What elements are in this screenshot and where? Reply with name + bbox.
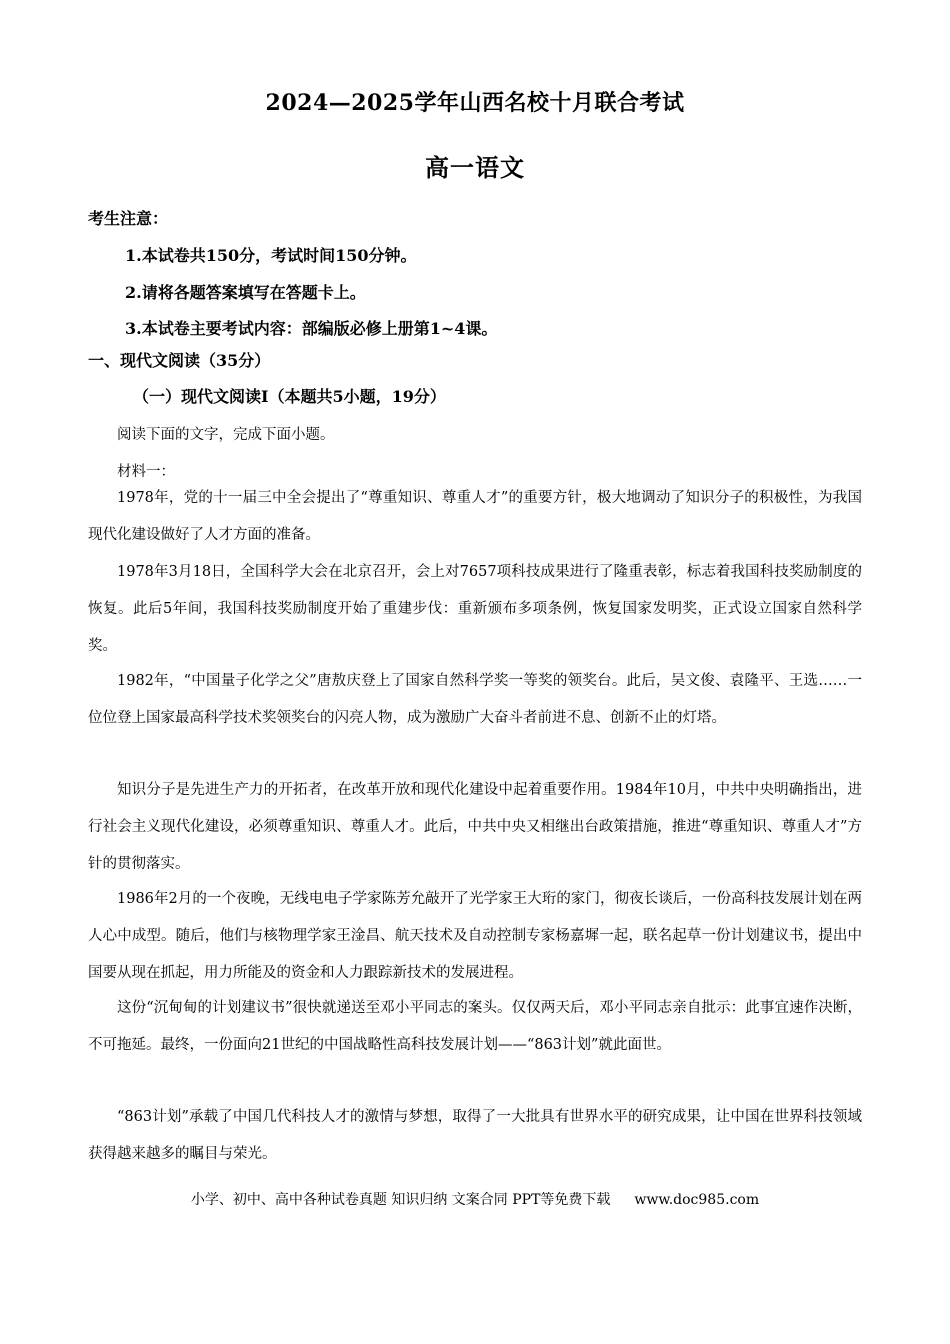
footer-text: 小学、初中、高中各种试卷真题 知识归纳 文案合同 PPT等免费下载: [190, 1192, 611, 1208]
subsection-title: （一）现代文阅读Ⅰ（本题共5小题，19分）: [133, 387, 446, 406]
section-title: 一、现代文阅读（35分）: [88, 351, 271, 370]
notice-item: 2.请将各题答案填写在答题卡上。: [125, 283, 366, 302]
article-paragraph: “863计划”承载了中国几代科技人才的激情与梦想，取得了一大批具有世界水平的研究成果，让中国在世界科技领域获得越来越多的瞩目与荣光。: [88, 1109, 862, 1162]
article-paragraph: 1978年，党的十一届三中全会提出了“尊重知识、尊重人才”的重要方针，极大地调动了知识分子的积极性，为我国现代化建设做好了人才方面的准备。: [88, 490, 862, 543]
subject-title: 高一语文: [425, 153, 525, 182]
article-paragraph: 1978年3月18日，全国科学大会在北京召开，会上对7657项科技成果进行了隆重表彰，标志着我国科技奖励制度的恢复。此后5年间，我国科技奖励制度开始了重建步伐：重新颁布多项条例，恢复国家发明奖，正式设立国家自然科学奖。: [88, 564, 862, 654]
exam-title: 2024—2025学年山西名校十月联合考试: [265, 90, 685, 116]
article-paragraph: 1986年2月的一个夜晚，无线电电子学家陈芳允敲开了光学家王大珩的家门，彻夜长谈后，一份高科技发展计划在两人心中成型。随后，他们与核物理学家王淦昌、航天技术及自动控制专家杨嘉墀一起，联名起草一份计划建议书，提出中国要从现在抓起，用力所能及的资金和人力跟踪新技术的发展进程。: [88, 891, 862, 981]
reading-instruction: 阅读下面的文字，完成下面小题。: [117, 427, 335, 443]
notice-item: 3.本试卷主要考试内容：部编版必修上册第1~4课。: [125, 319, 498, 338]
material-label: 材料一：: [117, 464, 175, 480]
notice-heading: 考生注意：: [88, 209, 169, 228]
article-paragraph: 这份“沉甸甸的计划建议书”很快就递送至邓小平同志的案头。仅仅两天后，邓小平同志亲自批示：此事宜速作决断，不可拖延。最终，一份面向21世纪的中国战略性高科技发展计划——“863计划”就此面世。: [88, 1000, 862, 1053]
article-paragraph: 1982年，“中国量子化学之父”唐敖庆登上了国家自然科学奖一等奖的领奖台。此后，吴文俊、袁隆平、王选……一位位登上国家最高科学技术奖领奖台的闪亮人物，成为激励广大奋斗者前进不息、创新不止的灯塔。: [88, 673, 862, 726]
page-footer: [0, 1189, 950, 1209]
footer-url[interactable]: www.doc985.com: [634, 1192, 760, 1208]
article-paragraph: 知识分子是先进生产力的开拓者，在改革开放和现代化建设中起着重要作用。1984年10月，中共中央明确指出，进行社会主义现代化建设，必须尊重知识、尊重人才。此后，中共中央又相继出台政策措施，推进“尊重知识、尊重人才”方针的贯彻落实。: [88, 782, 862, 872]
notice-item: 1.本试卷共150分，考试时间150分钟。: [125, 246, 417, 265]
